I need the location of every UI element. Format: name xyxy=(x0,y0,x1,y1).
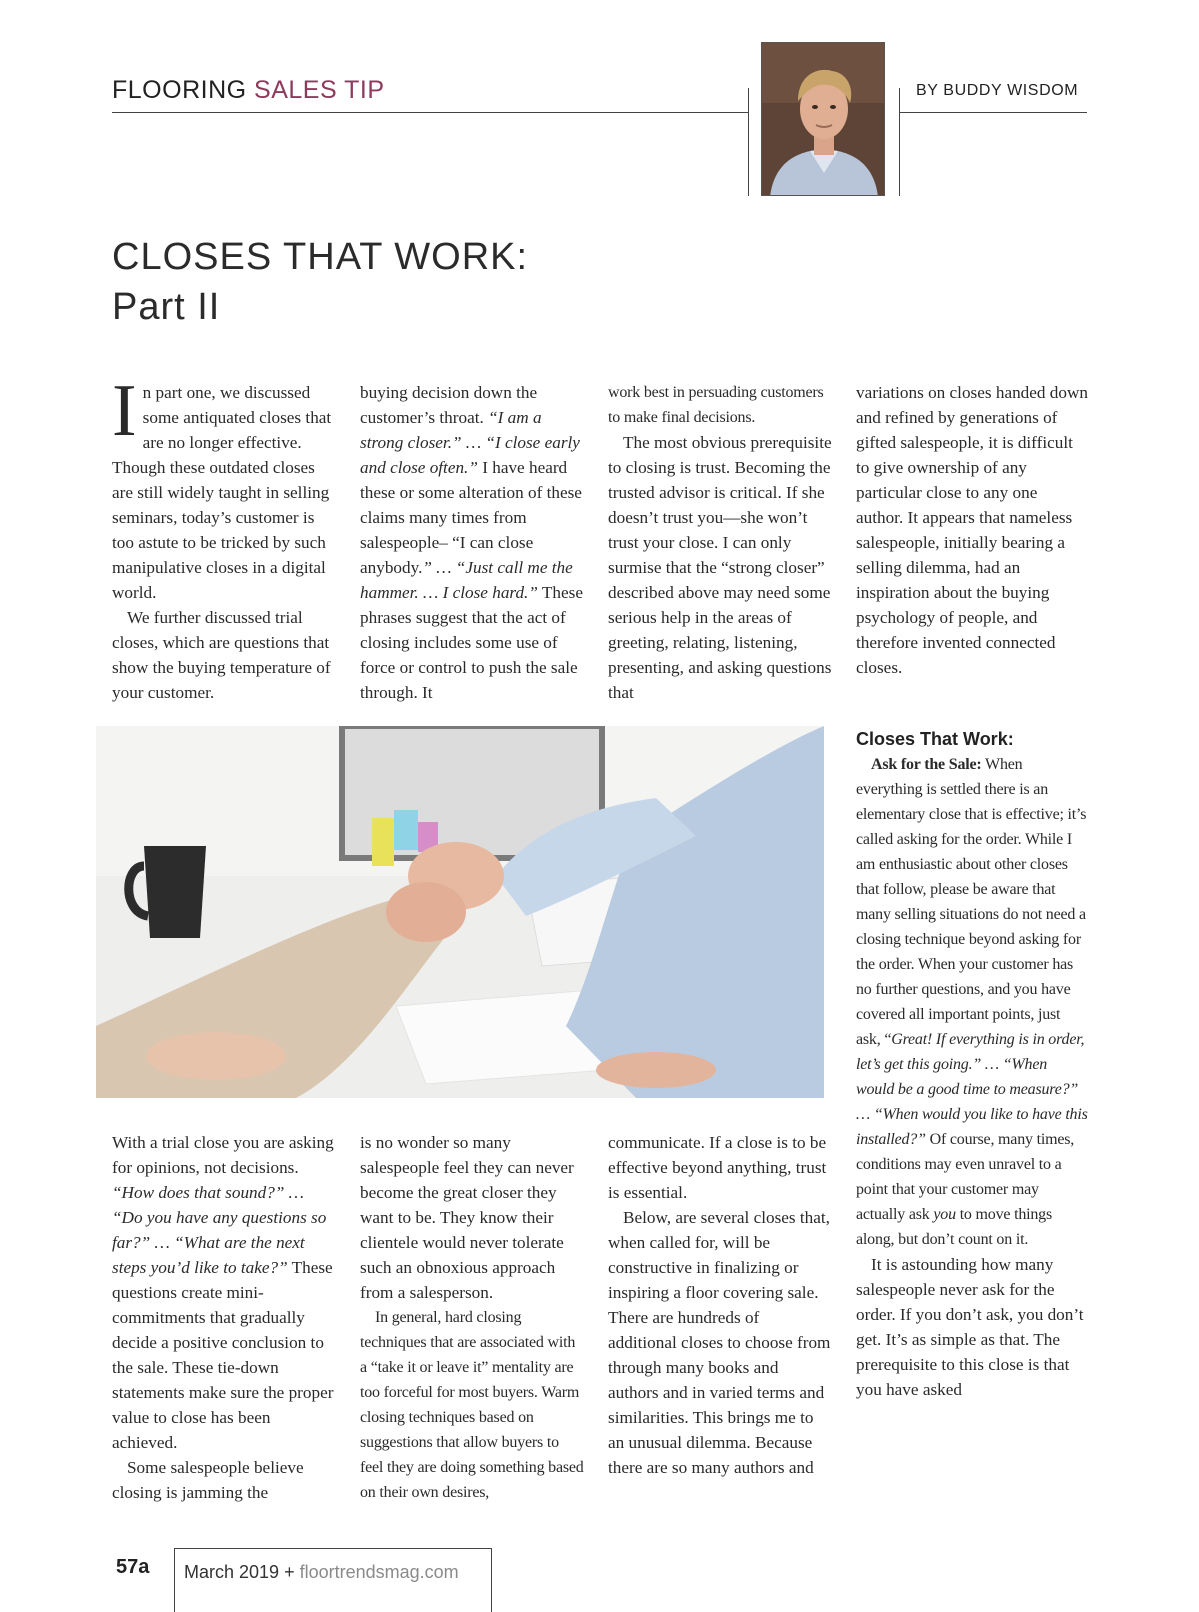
paragraph: We further discussed trial closes, which are questions that show the buying temperature of your customer. xyxy=(112,608,331,702)
paragraph-text: When everything is settled there is an elementary close that is effective; it’s called asking for the order. While I am enthusiastic about other closes that follow, please be aware that many selling situations do not need a closing technique beyond asking for the order. When your customer has no further questions, and you have covered all important points, just ask, “ xyxy=(856,756,1087,1048)
page-number: 57a xyxy=(116,1556,150,1578)
article-title-line2: Part II xyxy=(112,286,221,328)
paragraph-text: buying decision down the customer’s throat. xyxy=(360,383,538,427)
article-title xyxy=(112,232,528,332)
footer-site: floortrendsmag.com xyxy=(299,1562,459,1582)
quote-text: Great! If everything is in order, let’s get this going.” … “When would be a good time to measure?” … “When would you like to have this installed?” xyxy=(856,1031,1088,1148)
column-1-bottom xyxy=(112,1130,336,1505)
paragraph-text: Of course, many times, conditions may even unravel to a point that your customer may actually ask xyxy=(856,1131,1075,1223)
section-label xyxy=(112,76,385,105)
paragraph-text: I have heard these or some alteration of these claims many times from salespeople– “I can close anybody. xyxy=(360,458,582,577)
author-photo xyxy=(761,42,885,196)
paragraph: variations on closes handed down and refined by generations of gifted salespeople, it is difficult to give ownership of any particular close to any one author. It appears that nameless salespeople, initially bearing a selling dilemma, had an inspiration about the buying psychology of people, and therefore invented connected closes. xyxy=(856,383,1088,677)
paragraph: In general, hard closing techniques that are associated with a “take it or leave it” mentality are too forceful for most buyers. Warm closing techniques based on suggestions that allow buyers to feel they are doing something based on their own desires, xyxy=(360,1309,584,1501)
paragraph: work best in persuading customers to make final decisions. xyxy=(608,384,824,426)
paragraph-text: With a trial close you are asking for opinions, not decisions. xyxy=(112,1133,334,1177)
header-divider-left xyxy=(748,88,749,196)
handshake-photo xyxy=(96,726,824,1098)
emphasis-text: you xyxy=(933,1206,956,1223)
paragraph: is no wonder so many salespeople feel they can never become the great closer they want to be. They know their clientele would never tolerate such an obnoxious approach from a salesperson. xyxy=(360,1133,574,1302)
paragraph-text: n part one, we discussed some antiquated closes that are no longer effective. Though these outdated closes are still widely taught in selling seminars, today’s customer is too astute to be tricked by such manipulative closes in a digital world. xyxy=(112,383,332,602)
article-title-line1: CLOSES THAT WORK: xyxy=(112,236,529,278)
lead-in: Ask for the Sale: xyxy=(871,756,982,773)
section-label-main: FLOORING xyxy=(112,76,247,104)
column-2-top xyxy=(360,380,584,705)
paragraph-text: These phrases suggest that the act of closing includes some use of force or control to push the sale through. It xyxy=(360,583,583,702)
paragraph-text: These questions create mini-commitments that gradually decide a positive conclusion to the sale. These tie-down statements make sure the proper value to close has been achieved. xyxy=(112,1258,334,1452)
footer-separator: + xyxy=(284,1562,295,1582)
author-portrait-icon xyxy=(762,43,885,196)
column-4-bottom xyxy=(856,726,1088,1402)
header-rule-left xyxy=(112,112,748,113)
handshake-illustration-icon xyxy=(96,726,824,1098)
column-3-bottom xyxy=(608,1130,832,1480)
header-divider-right xyxy=(899,88,900,196)
paragraph xyxy=(856,752,1088,1252)
footer-issue xyxy=(184,1562,459,1583)
quote-text: “How does that sound?” … “Do you have any questions so far?” … “What are the next steps you’d like to take?” xyxy=(112,1183,327,1277)
column-4-top xyxy=(856,380,1088,680)
section-label-accent: SALES TIP xyxy=(254,76,385,104)
column-3-top xyxy=(608,380,832,705)
drop-cap: I xyxy=(112,370,137,452)
byline: BY BUDDY WISDOM xyxy=(916,82,1079,99)
header-rule-right xyxy=(899,112,1087,113)
paragraph xyxy=(112,370,336,605)
paragraph: The most obvious prerequisite to closing is trust. Becoming the trusted advisor is critical. If she doesn’t trust you—she won’t trust your close. I can only surmise that the “strong closer” described above may need some serious help in the areas of greeting, relating, listening, presenting, and asking questions that xyxy=(608,433,832,702)
section-subhead: Closes That Work: xyxy=(856,729,1014,749)
paragraph xyxy=(360,380,584,705)
issue-date: March 2019 xyxy=(184,1562,280,1582)
quote-text: “I am a strong closer.” … “I close early and close often.” xyxy=(360,408,580,477)
paragraph xyxy=(112,1130,336,1455)
paragraph: Some salespeople believe closing is jamming the xyxy=(112,1458,304,1502)
paragraph: Below, are several closes that, when called for, will be constructive in finalizing or inspiring a floor covering sale. There are hundreds of additional closes to choose from through many books and authors and in varied terms and similarities. This brings me to an unusual dilemma. Because there are so many authors and xyxy=(608,1208,831,1477)
paragraph: It is astounding how many salespeople never ask for the order. If you don’t ask, you don’t get. It’s as simple as that. The prerequisite to this close is that you have asked xyxy=(856,1255,1084,1399)
paragraph-text: to move things along, but don’t count on it. xyxy=(856,1206,1053,1248)
column-2-bottom xyxy=(360,1130,584,1505)
paragraph: communicate. If a close is to be effective beyond anything, trust is essential. xyxy=(608,1133,827,1202)
column-1-top xyxy=(112,370,336,705)
quote-text: ” … “Just call me the hammer. … I close hard.” xyxy=(360,558,573,602)
